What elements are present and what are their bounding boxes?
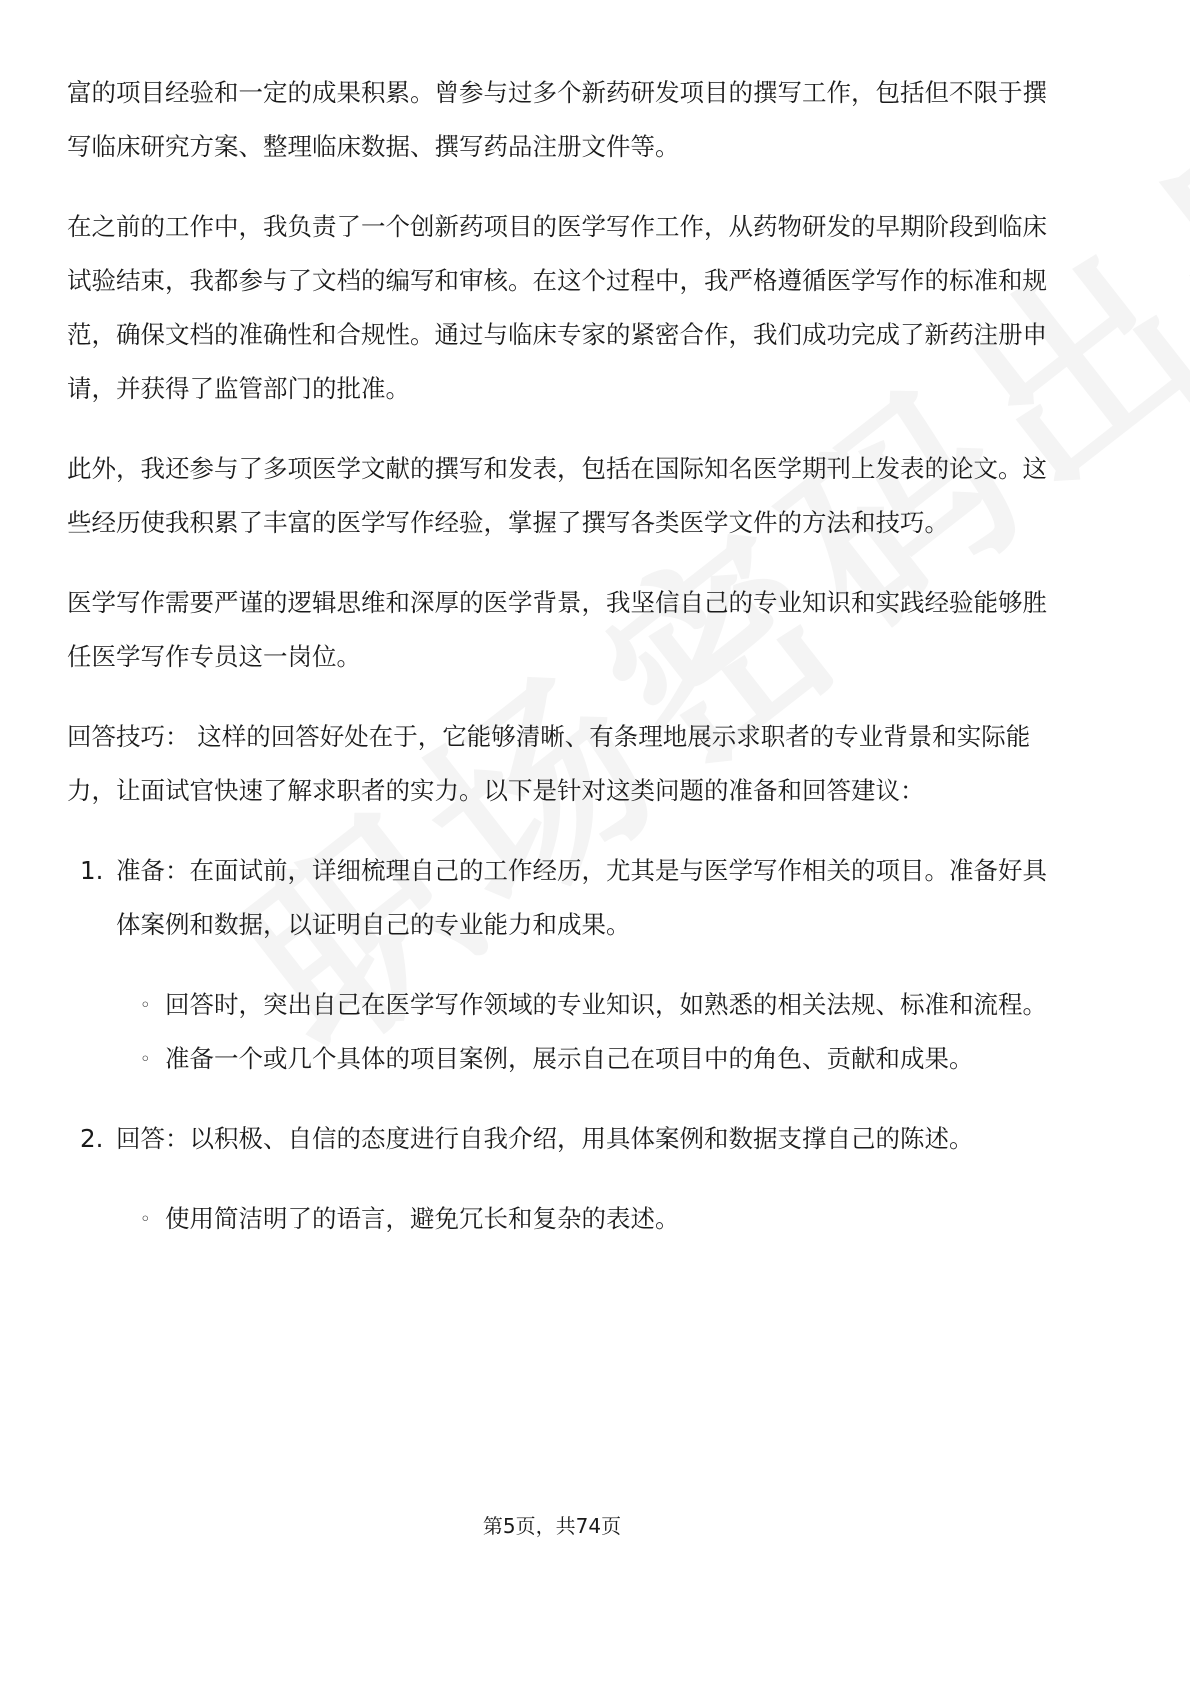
sub-list [116, 978, 1047, 1086]
page-number-footer: 第5页，共74页 [482, 1514, 622, 1538]
tips-list [67, 844, 1047, 1246]
bullet-circle-icon: ◦ [140, 995, 151, 1016]
paragraph-experience-intro: 富的项目经验和一定的成果积累。曾参与过多个新药研发项目的撰写工作，包括但不限于撰写临床研究方案、整理临床数据、撰写药品注册文件等。 [67, 78, 1047, 161]
tip-text: 回答：以积极、自信的态度进行自我介绍，用具体案例和数据支撑自己的陈述。 [116, 1124, 974, 1153]
paragraph-conclusion: 医学写作需要严谨的逻辑思维和深厚的医学背景，我坚信自己的专业知识和实践经验能够胜任医学写作专员这一岗位。 [67, 588, 1047, 671]
sub-item-text: 回答时，突出自己在医学写作领域的专业知识，如熟悉的相关法规、标准和流程。 [165, 990, 1047, 1019]
tip-text: 准备：在面试前，详细梳理自己的工作经历，尤其是与医学写作相关的项目。准备好具体案例和数据，以证明自己的专业能力和成果。 [116, 856, 1047, 939]
list-number: 1. [80, 856, 104, 885]
bullet-circle-icon: ◦ [140, 1049, 151, 1070]
list-number: 2. [80, 1124, 104, 1153]
document-body [67, 66, 1047, 1272]
sub-list-item [116, 978, 1047, 1032]
paragraph-answer-tips: 回答技巧： 这样的回答好处在于，它能够清晰、有条理地展示求职者的专业背景和实际能力，让面试官快速了解求职者的实力。以下是针对这类问题的准备和回答建议： [67, 722, 1031, 805]
tips-list-item [67, 1112, 1047, 1246]
tips-list-item [67, 844, 1047, 1086]
bullet-circle-icon: ◦ [140, 1209, 151, 1230]
paragraph-publications: 此外，我还参与了多项医学文献的撰写和发表，包括在国际知名医学期刊上发表的论文。这些经历使我积累了丰富的医学写作经验，掌握了撰写各类医学文件的方法和技巧。 [67, 454, 1047, 537]
sub-list-item [116, 1192, 1047, 1246]
sub-list-item [116, 1032, 1047, 1086]
sub-item-text: 使用简洁明了的语言，避免冗长和复杂的表述。 [165, 1204, 680, 1233]
sub-list [116, 1192, 1047, 1246]
paragraph-previous-work: 在之前的工作中，我负责了一个创新药项目的医学写作工作，从药物研发的早期阶段到临床试验结束，我都参与了文档的编写和审核。在这个过程中，我严格遵循医学写作的标准和规范，确保文档的准确性和合规性。通过与临床专家的紧密合作，我们成功完成了新药注册申请，并获得了监管部门的批准。 [67, 212, 1047, 403]
sub-item-text: 准备一个或几个具体的项目案例，展示自己在项目中的角色、贡献和成果。 [165, 1044, 974, 1073]
